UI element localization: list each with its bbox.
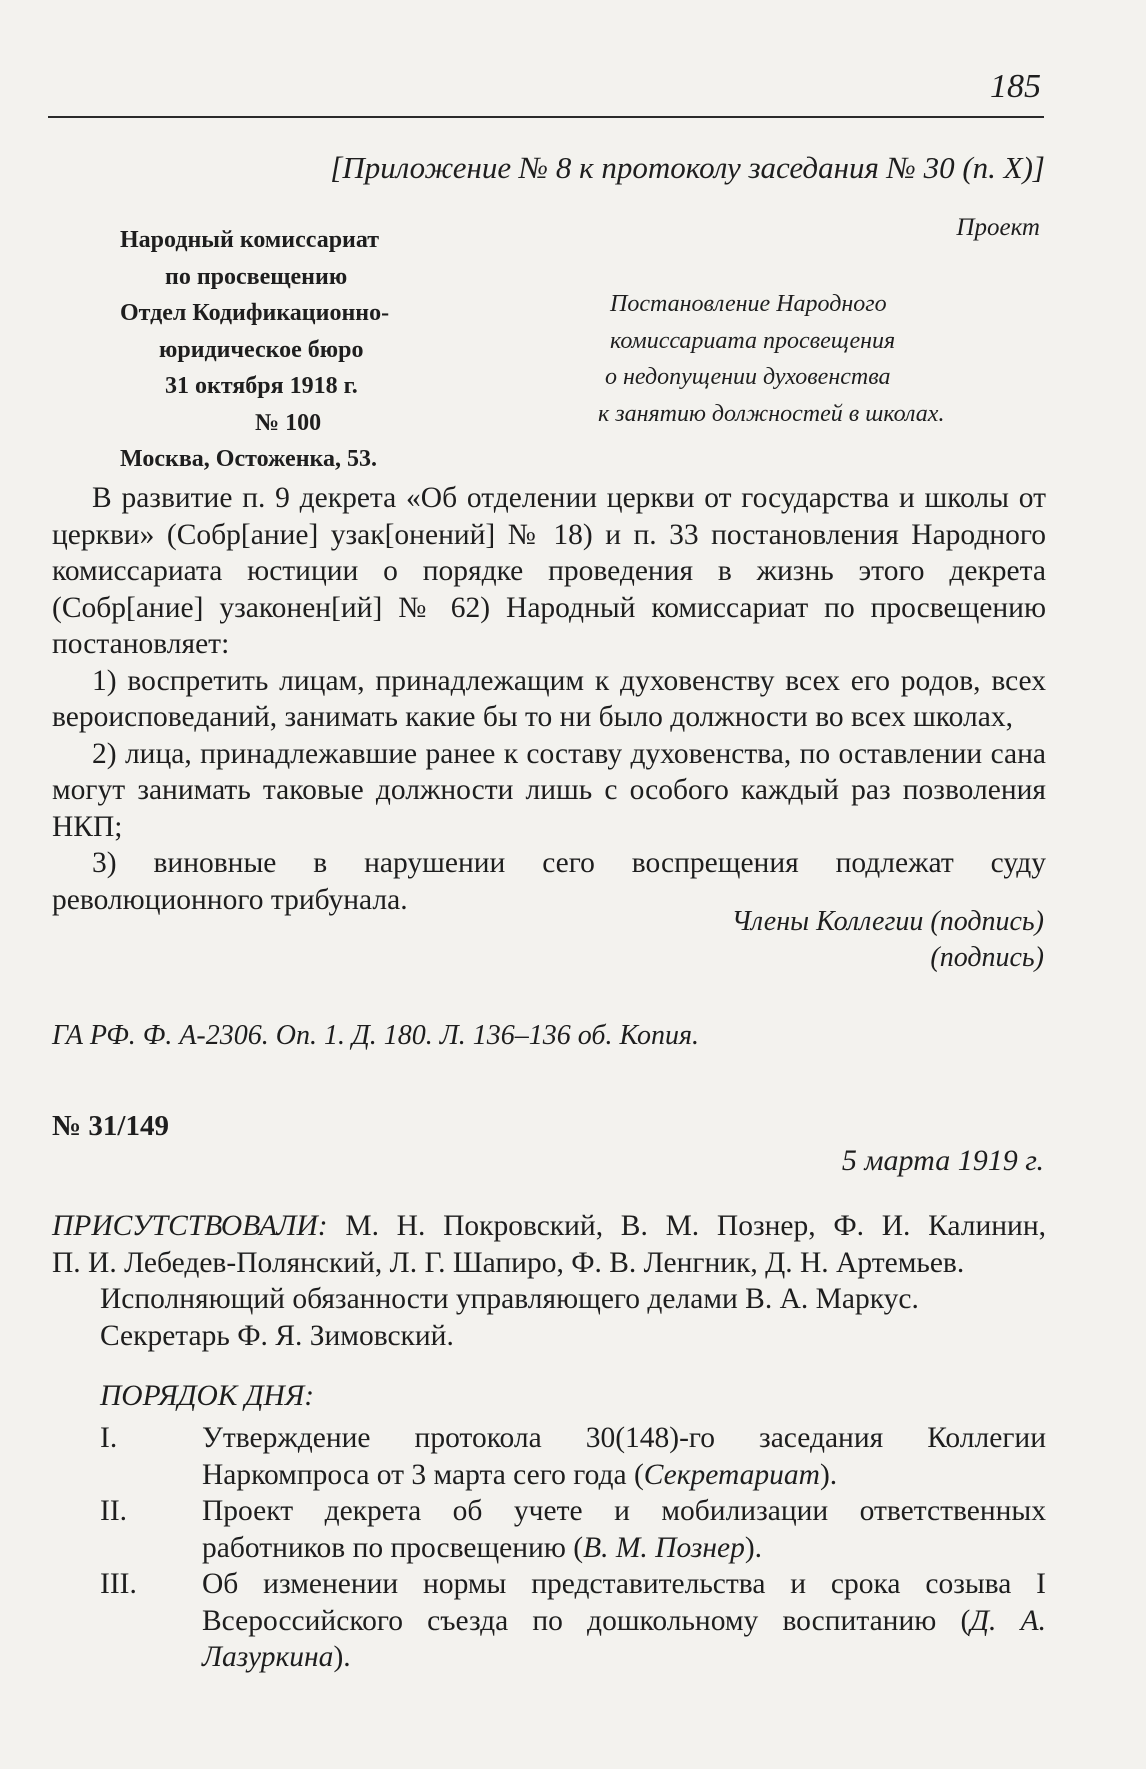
agenda-item-text (202, 1566, 1046, 1676)
agenda-item-text (202, 1420, 1046, 1493)
sender-block (120, 222, 440, 478)
agenda-item-number: I. (100, 1422, 118, 1454)
agenda-item-number: II. (100, 1495, 128, 1527)
agenda-item-speaker: В. М. Познер (583, 1531, 745, 1564)
agenda-list (100, 1420, 1046, 1676)
protocol-number: № 31/149 (52, 1110, 169, 1142)
draft-label: Проект (956, 214, 1040, 241)
sender-number: № 100 (255, 409, 322, 436)
agenda-item-end: ). (333, 1641, 351, 1673)
attendance-label: ПРИСУТСТВОВАЛИ: (52, 1210, 328, 1242)
secretary-line: Секретарь Ф. Я. Зимовский. (100, 1319, 454, 1352)
sender-address: Москва, Остоженка, 53. (120, 446, 378, 472)
sender-date: 31 октября 1918 г. (165, 373, 358, 399)
protocol-date: 5 марта 1919 г. (841, 1144, 1044, 1177)
body-paragraph: 1) воспретить лицам, принадлежащим к духовенству всех его родов, всех вероисповеданий, занимать какие бы то ни было должности во всех школах, (52, 664, 1046, 733)
archive-reference: ГА РФ. Ф. А-2306. Оп. 1. Д. 180. Л. 136–136 об. Копия. (52, 1020, 699, 1051)
attendance-block (52, 1208, 1046, 1354)
resolution-body (52, 480, 1046, 918)
resolution-title-line: о недопущении духовенства (605, 364, 891, 390)
agenda-item (100, 1420, 1046, 1493)
agenda-item-end: ). (819, 1458, 838, 1491)
attendance-line (52, 1208, 1046, 1245)
page-number: 185 (990, 68, 1041, 105)
sender-line: по просвещению (165, 263, 348, 290)
agenda-item-speaker: Секретариат (643, 1458, 820, 1491)
agenda-item-end: ). (744, 1531, 763, 1564)
body-paragraph: 3) виновные в нарушении сего воспрещения подлежат суду революционного трибунала. (52, 847, 1046, 916)
signature-line: Члены Коллегии (подпись) (731, 906, 1044, 937)
signature-line: (подпись) (930, 942, 1044, 973)
agenda-item-number: III. (100, 1568, 137, 1600)
sender-line: юридическое бюро (159, 336, 364, 363)
attendance-names: М. Н. Покровский, В. М. Познер, Ф. И. Калинин, (345, 1210, 1046, 1242)
sender-line: Отдел Кодификационно- (120, 300, 390, 326)
agenda-item-text (202, 1493, 1046, 1566)
header-rule (48, 116, 1044, 118)
agenda-item (100, 1566, 1046, 1676)
resolution-title-line: комиссариата просвещения (610, 327, 896, 354)
body-paragraph: 2) лица, принадлежавшие ранее к составу духовенства, по оставлении сана могут занимать таковые должности лишь с особого каждый раз позволения НКП; (52, 737, 1046, 843)
attendance-line: П. И. Лебедев-Полянский, Л. Г. Шапиро, Ф. В. Ленгник, Д. Н. Артемьев. (52, 1246, 965, 1279)
resolution-title (540, 286, 960, 432)
body-paragraph: В развитие п. 9 декрета «Об отделении церкви от государства и школы от церкви» (Собр[ание] узак[онений] № 18) и п. 33 постановления Народного комиссариата юстиции о порядке проведения в жизнь этого декрета (Собр[ание] узаконен[ий] № 62) Народный комиссариат по просвещению постановляет: (52, 482, 1046, 660)
agenda-heading: ПОРЯДОК ДНЯ: (100, 1380, 315, 1412)
agenda-item-body: Проект декрета об учете и мобилизации ответственных работников по просвещению ( (202, 1495, 1046, 1564)
sender-line: Народный комиссариат (120, 227, 380, 253)
resolution-title-line: Постановление Народного (610, 291, 887, 317)
resolution-title-line: к занятию должностей в школах. (598, 400, 945, 427)
agenda-item-body: Утверждение протокола 30(148)-го заседания Коллегии Наркомпроса от 3 марта сего года ( (202, 1422, 1046, 1491)
agenda-item-speaker: Д. А. Лазуркина (202, 1604, 1046, 1673)
agenda-item (100, 1493, 1046, 1566)
appendix-heading: [Приложение № 8 к протоколу заседания № 30 (п. X)] (330, 150, 1045, 185)
manager-line: Исполняющий обязанности управляющего делами В. А. Маркус. (100, 1283, 919, 1315)
agenda-item-body: Об изменении нормы представительства и срока созыва I Всероссийского съезда по дошкольному воспитанию ( (202, 1568, 1046, 1637)
